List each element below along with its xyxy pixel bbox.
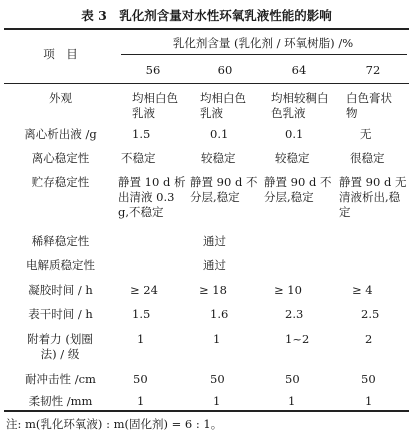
row-label-appearance: 外观	[49, 91, 72, 105]
cell-centrifuge-liquid-64: 0.1	[285, 127, 304, 141]
cell-storage-stability-60: 静置 90 d 不分层,稳定	[190, 175, 258, 204]
cell-gel-time-60: ≥ 18	[199, 283, 227, 297]
cell-appearance-72: 白色膏状物	[346, 91, 392, 120]
cell-gel-time-64: ≥ 10	[274, 283, 302, 297]
cell-gel-time-72: ≥ 4	[352, 283, 373, 297]
cell-adhesion-56: 1	[137, 332, 145, 346]
cell-gel-time-56: ≥ 24	[130, 283, 158, 297]
cell-centrifuge-stability-64: 较稳定	[275, 151, 310, 165]
cell-impact-resistance-64: 50	[285, 372, 300, 386]
cell-storage-stability-64: 静置 90 d 不分层,稳定	[264, 175, 332, 204]
header-group: 乳化剂含量 (乳化剂 / 环氧树脂) /%	[172, 36, 354, 50]
cell-storage-stability-56: 静置 10 d 析出清液 0.3 g,不稳定	[118, 175, 186, 219]
row-label-adhesion: 附着力 (划圈法) / 级	[27, 332, 93, 361]
cell-appearance-56: 均相白色乳液	[132, 91, 178, 120]
cell-dilution-stability-60: 通过	[203, 234, 226, 248]
header-col-56: 56	[145, 63, 161, 77]
cell-flexibility-64: 1	[288, 394, 296, 408]
cell-adhesion-64: 1~2	[285, 332, 310, 346]
bottom-rule	[4, 410, 409, 412]
row-label-electrolyte-stability: 电解质稳定性	[26, 258, 95, 272]
header-col-72: 72	[365, 63, 381, 77]
cell-flexibility-60: 1	[213, 394, 221, 408]
cell-centrifuge-stability-72: 很稳定	[350, 151, 385, 165]
row-label-storage-stability: 贮存稳定性	[31, 175, 90, 189]
header-col-64: 64	[291, 63, 307, 77]
row-label-impact-resistance: 耐冲击性 /cm	[25, 372, 96, 386]
cell-impact-resistance-72: 50	[361, 372, 376, 386]
cell-storage-stability-72: 静置 90 d 无清液析出,稳定	[339, 175, 407, 219]
header-group-rule	[121, 54, 407, 55]
cell-electrolyte-stability-60: 通过	[203, 258, 226, 272]
cell-surface-dry-time-72: 2.5	[361, 307, 380, 321]
cell-adhesion-72: 2	[365, 332, 373, 346]
header-col-60: 60	[217, 63, 233, 77]
cell-impact-resistance-60: 50	[210, 372, 225, 386]
row-label-dilution-stability: 稀释稳定性	[31, 234, 90, 248]
cell-centrifuge-liquid-72: 无	[360, 127, 372, 141]
cell-surface-dry-time-56: 1.5	[132, 307, 151, 321]
cell-flexibility-56: 1	[137, 394, 145, 408]
row-label-surface-dry-time: 表干时间 / h	[28, 307, 93, 321]
cell-appearance-60: 均相白色乳液	[200, 91, 246, 120]
table-caption: 表 3 乳化剂含量对水性环氧乳液性能的影响	[81, 8, 332, 23]
cell-surface-dry-time-64: 2.3	[285, 307, 304, 321]
cell-impact-resistance-56: 50	[133, 372, 148, 386]
header-item: 项 目	[43, 47, 78, 61]
table-note: 注: m(乳化环氧液) : m(固化剂) = 6 : 1。	[6, 417, 223, 431]
cell-centrifuge-liquid-56: 1.5	[132, 127, 151, 141]
cell-centrifuge-stability-56: 不稳定	[121, 151, 156, 165]
top-rule	[4, 28, 409, 30]
header-rule	[4, 83, 409, 84]
row-label-gel-time: 凝胶时间 / h	[28, 283, 93, 297]
row-label-centrifuge-stability: 离心稳定性	[31, 151, 90, 165]
row-label-centrifuge-liquid: 离心析出液 /g	[24, 127, 97, 141]
cell-centrifuge-liquid-60: 0.1	[210, 127, 229, 141]
cell-adhesion-60: 1	[213, 332, 221, 346]
cell-surface-dry-time-60: 1.6	[210, 307, 229, 321]
cell-flexibility-72: 1	[365, 394, 373, 408]
cell-centrifuge-stability-60: 较稳定	[201, 151, 236, 165]
cell-appearance-64: 均相较稠白色乳液	[271, 91, 329, 120]
row-label-flexibility: 柔韧性 /mm	[28, 394, 93, 408]
